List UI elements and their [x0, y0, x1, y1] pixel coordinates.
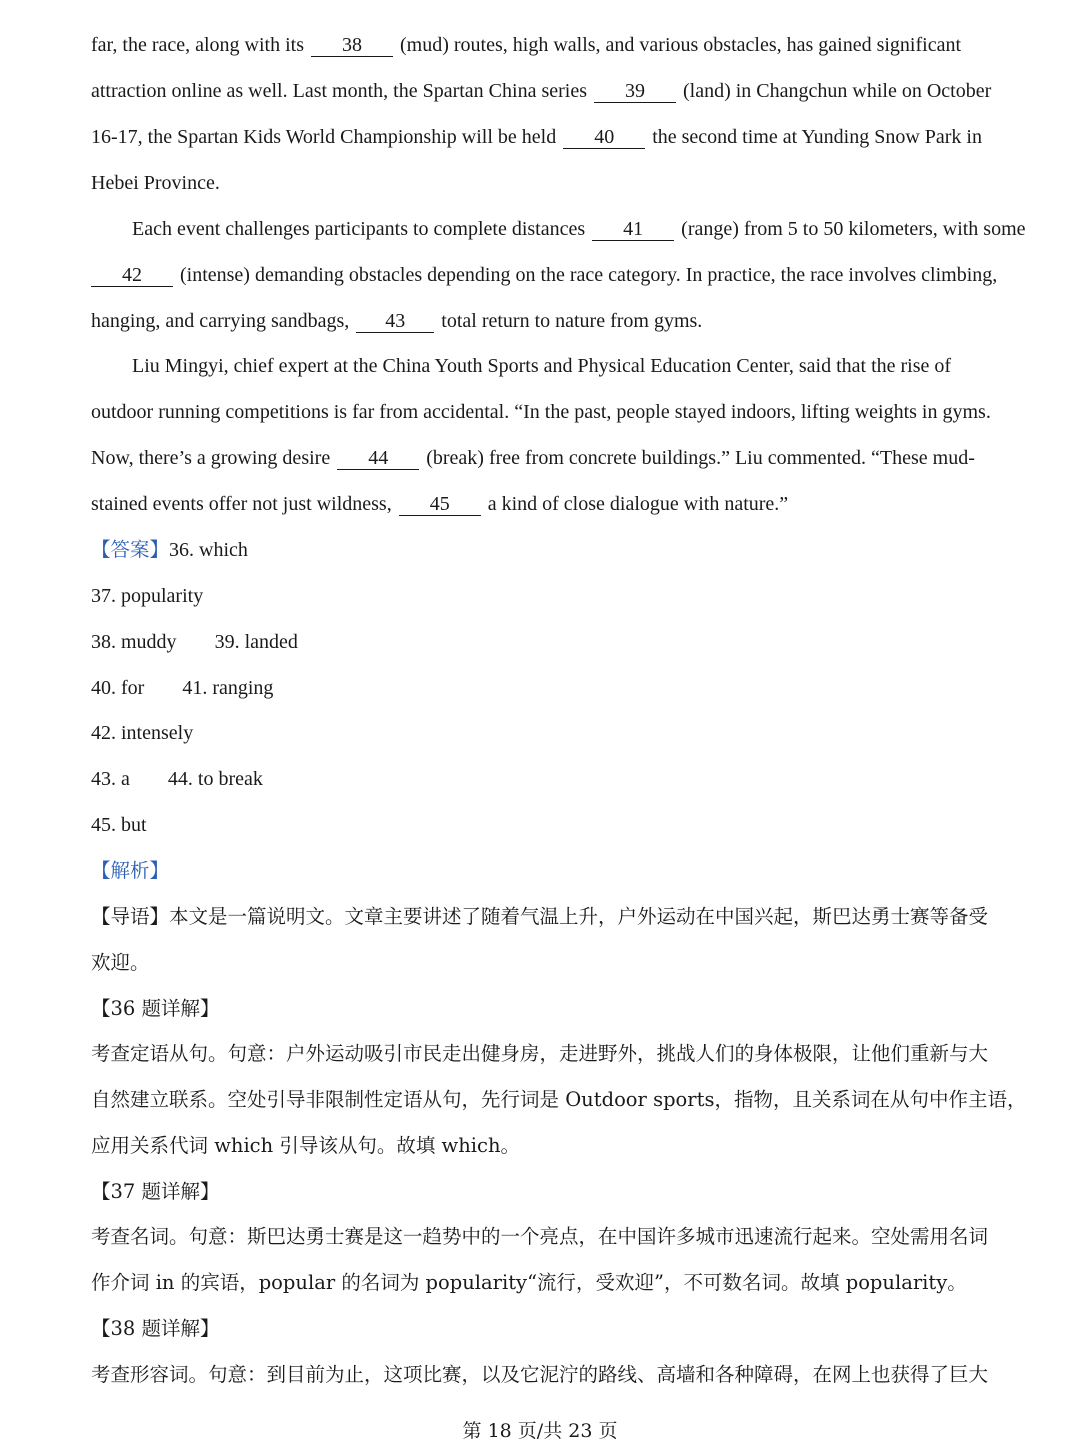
blank-42[interactable]: 42 — [91, 264, 173, 287]
answer-41: 41. ranging — [182, 677, 274, 699]
answer-line — [91, 766, 1044, 792]
answer-42: 42. intensely — [91, 722, 194, 744]
passage-line: Liu Mingyi, chief expert at the China Youth Sports and Physical Education Center, said that the rise of — [132, 355, 952, 377]
blank-38[interactable]: 38 — [311, 34, 393, 57]
page-number: 第 18 页/共 23 页 — [462, 1420, 618, 1442]
answer-38: 38. muddy — [91, 631, 177, 653]
answer-line — [91, 675, 1044, 701]
q37-text: 考查名词。句意：斯巴达勇士赛是这一趋势中的一个亮点，在中国许多城市迅速流行起来。空处需用名词 — [91, 1225, 989, 1248]
blank-45[interactable]: 45 — [399, 493, 481, 516]
answer-45: 45. but — [91, 814, 147, 836]
blank-39[interactable]: 39 — [594, 80, 676, 103]
passage-line: outdoor running competitions is far from accidental. “In the past, people stayed indoors, lifting weights in gyms. — [91, 401, 991, 423]
answer-37: 37. popularity — [91, 585, 204, 607]
answer-line — [91, 537, 1044, 563]
passage-line: stained events offer not just wildness, 45 a kind of close dialogue with nature.” — [91, 493, 789, 515]
blank-43[interactable]: 43 — [356, 310, 434, 333]
blank-44[interactable]: 44 — [337, 447, 419, 470]
answer-40: 40. for — [91, 677, 145, 699]
answer-39: 39. landed — [214, 631, 298, 653]
analysis-label: 【解析】 — [91, 859, 170, 882]
passage-line: attraction online as well. Last month, the Spartan China series 39 (land) in Changchun while on October — [91, 80, 992, 102]
answer-line — [91, 629, 1044, 655]
passage-line: hanging, and carrying sandbags, 43 total return to nature from gyms. — [91, 310, 703, 332]
passage-line: Hebei Province. — [91, 172, 220, 194]
analysis-intro: 欢迎。 — [91, 951, 150, 974]
q36-text: 自然建立联系。空处引导非限制性定语从句，先行词是 Outdoor sports，指物，且关系词在从句中作主语， — [91, 1088, 1027, 1111]
passage-line: 16-17, the Spartan Kids World Championship will be held 40 the second time at Yunding Snow Park in — [91, 126, 982, 148]
q37-title: 【37 题详解】 — [91, 1180, 220, 1203]
answer-43: 43. a — [91, 768, 130, 790]
answer-44: 44. to break — [167, 768, 263, 790]
q36-title: 【36 题详解】 — [91, 997, 220, 1020]
analysis-intro: 【导语】本文是一篇说明文。文章主要讲述了随着气温上升，户外运动在中国兴起，斯巴达勇士赛等备受 — [91, 905, 989, 928]
q37-text: 作介词 in 的宾语，popular 的名词为 popularity“流行，受欢迎”，不可数名词。故填 popularity。 — [91, 1271, 967, 1294]
q36-text: 应用关系代词 which 引导该从句。故填 which。 — [91, 1134, 521, 1157]
passage-line: Now, there’s a growing desire 44 (break) free from concrete buildings.” Liu commented. “These mud- — [91, 447, 975, 469]
answer-36: 36. which — [169, 539, 248, 561]
q38-title: 【38 题详解】 — [91, 1317, 220, 1340]
passage-line: far, the race, along with its 38 (mud) routes, high walls, and various obstacles, has gained significant — [91, 34, 962, 56]
blank-40[interactable]: 40 — [563, 126, 645, 149]
q38-text: 考查形容词。句意：到目前为止，这项比赛，以及它泥泞的路线、高墙和各种障碍，在网上也获得了巨大 — [91, 1363, 989, 1386]
q36-text: 考查定语从句。句意：户外运动吸引市民走出健身房，走进野外，挑战人们的身体极限，让他们重新与大 — [91, 1042, 989, 1065]
passage-line: Each event challenges participants to complete distances 41 (range) from 5 to 50 kilometers, with some — [132, 218, 1026, 240]
blank-41[interactable]: 41 — [592, 218, 674, 241]
passage-line: 42 (intense) demanding obstacles depending on the race category. In practice, the race involves climbing, — [91, 262, 1044, 288]
answer-label: 【答案】 — [91, 538, 170, 561]
